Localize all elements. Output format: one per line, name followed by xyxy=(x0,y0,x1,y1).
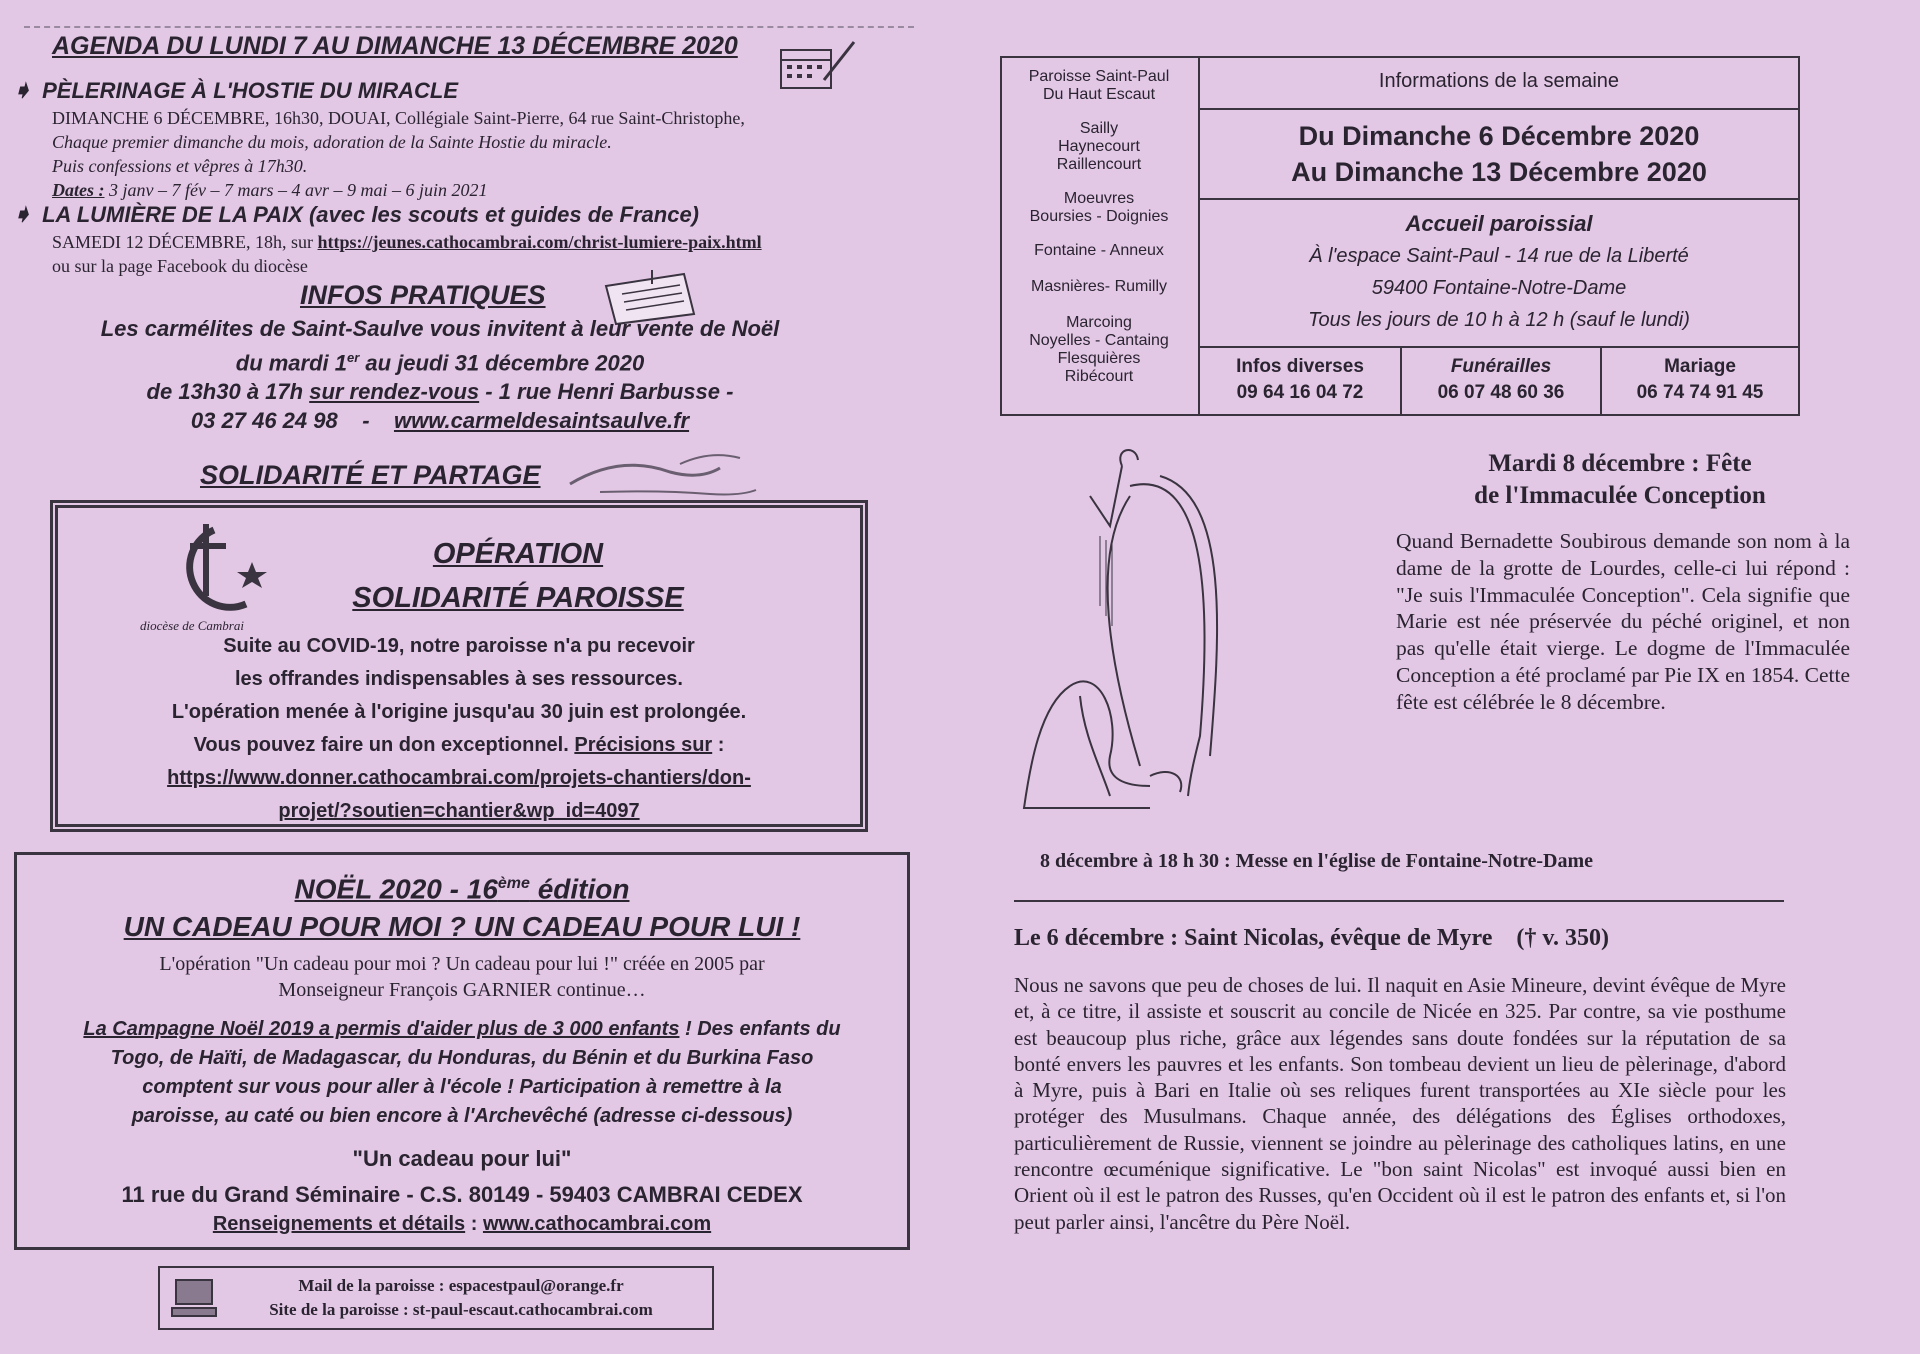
operation-line: Suite au COVID-19, notre paroisse n'a pu recevoir xyxy=(223,635,695,657)
computer-icon xyxy=(170,1276,220,1320)
infos-rdv: sur rendez-vous xyxy=(309,379,480,405)
week-date: Du Dimanche 6 Décembre 2020 xyxy=(1298,121,1700,151)
noel-campaign xyxy=(17,1015,907,1131)
info-title: Informations de la semaine xyxy=(1378,70,1620,92)
noel-subtitle: UN CADEAU POUR MOI ? UN CADEAU POUR LUI ! xyxy=(123,911,801,943)
noel-rens-label: Renseignements et détails xyxy=(212,1213,466,1235)
nicolas-dagger: († v. 350) xyxy=(1516,925,1610,951)
accueil-title: Accueil paroissial xyxy=(1405,211,1593,236)
parish-item: Marcoing Noyelles - Cantaing Flesquières Ribécourt xyxy=(1029,314,1169,385)
parish-item: Fontaine - Anneux xyxy=(1034,242,1164,259)
week-dates xyxy=(1200,118,1798,190)
noel-title: NOËL 2020 - 16 xyxy=(294,873,498,905)
contact-phone: 09 64 16 04 72 xyxy=(1236,382,1364,403)
operation-line: L'opération menée à l'origine jusqu'au 30 juin est prolongée. xyxy=(171,701,747,723)
hands-icon xyxy=(560,444,760,502)
contact-label: Funérailles xyxy=(1450,356,1552,377)
footer-mail[interactable]: Mail de la paroisse : espacestpaul@orange.fr xyxy=(298,1276,624,1295)
operation-line: les offrandes indispensables à ses ressources. xyxy=(235,668,683,690)
agenda-title: AGENDA DU LUNDI 7 AU DIMANCHE 13 DÉCEMBRE 2020 xyxy=(52,32,738,60)
infos-title: INFOS PRATIQUES xyxy=(300,280,546,310)
operation-title-line: SOLIDARITÉ PAROISSE xyxy=(352,582,684,614)
noel-intro-line: L'opération "Un cadeau pour moi ? Un cadeau pour lui !" créée en 2005 par xyxy=(159,953,765,975)
lumiere-link[interactable]: https://jeunes.cathocambrai.com/christ-lumiere-paix.html xyxy=(317,232,762,252)
pelerinage-line: DIMANCHE 6 DÉCEMBRE, 16h30, DOUAI, Collégiale Saint-Pierre, 64 rue Saint-Christophe, xyxy=(52,108,745,128)
operation-title-line: OPÉRATION xyxy=(432,538,604,570)
footer-site[interactable]: Site de la paroisse : st-paul-escaut.cathocambrai.com xyxy=(269,1300,653,1319)
messe-line: 8 décembre à 18 h 30 : Messe en l'église de Fontaine-Notre-Dame xyxy=(1040,850,1594,872)
infos-sep: - xyxy=(362,408,370,434)
contact-label: Infos diverses xyxy=(1236,356,1364,377)
accueil-line: Tous les jours de 10 h à 12 h (sauf le lundi) xyxy=(1308,309,1690,331)
immaculee-title-line: Mardi 8 décembre : Fête xyxy=(1488,450,1752,477)
noel-intro xyxy=(17,951,907,1003)
infos-block xyxy=(0,314,880,435)
noel-campaign-line: paroisse, au caté ou bien encore à l'Archevêché (adresse ci-dessous) xyxy=(131,1105,793,1127)
annunciation-illustration xyxy=(1010,436,1230,816)
contact-funerailles xyxy=(1402,354,1600,406)
dates-label: Dates : xyxy=(52,180,105,200)
contact-label: Mariage xyxy=(1664,356,1736,377)
header-table xyxy=(1000,56,1800,416)
contact-footer xyxy=(158,1266,714,1330)
calendar-icon xyxy=(778,36,858,92)
pelerinage-line: Puis confessions et vêpres à 17h30. xyxy=(52,156,308,176)
contact-phone: 06 74 74 91 45 xyxy=(1636,382,1764,403)
accueil-line: À l'espace Saint-Paul - 14 rue de la Liberté xyxy=(1309,245,1689,267)
parish-item: Paroisse Saint-Paul Du Haut Escaut xyxy=(1028,68,1170,103)
noel-rens-sep: : xyxy=(465,1213,483,1235)
lumiere-line: ou sur la page Facebook du diocèse xyxy=(52,256,308,276)
operation-title xyxy=(238,532,798,620)
noel-title: édition xyxy=(529,873,630,905)
noel-intro-line: Monseigneur François GARNIER continue… xyxy=(278,979,646,1001)
contact-infos xyxy=(1200,354,1400,406)
pelerinage-details xyxy=(52,106,745,202)
infos-url[interactable]: www.carmeldesaintsaulve.fr xyxy=(393,408,690,434)
diocese-logo-text: diocèse de Cambrai xyxy=(140,618,244,633)
arrow-icon: ➧ xyxy=(12,201,33,228)
operation-line: Vous pouvez faire un don exceptionnel. xyxy=(193,734,575,756)
noel-rens-url[interactable]: www.cathocambrai.com xyxy=(482,1213,712,1235)
week-date: Au Dimanche 13 Décembre 2020 xyxy=(1291,157,1707,187)
immaculee-title-line: de l'Immaculée Conception xyxy=(1474,482,1766,509)
top-rule xyxy=(24,26,914,30)
contact-mariage xyxy=(1602,354,1798,406)
noel-campaign-line: comptent sur vous pour aller à l'école ! Participation à remettre à la xyxy=(142,1076,782,1098)
operation-url[interactable]: projet/?soutien=chantier&wp_id=4097 xyxy=(278,800,640,822)
operation-precisions: Précisions sur xyxy=(574,734,713,756)
contact-phone: 06 07 48 60 36 xyxy=(1437,382,1565,403)
nicolas-body: Nous ne savons que peu de choses de lui. Il naquit en Asie Mineure, devint évêque de Myre et, à ce titre, il assiste et souscrit au concile de Nicée en 325. Par contre, sa vie posthume est beaucoup plus riche, grâce aux légendes sans doute fondées sur la réputation de sa bonté envers les pauvres et les enfants. Son tombeau devient un lieu de pèlerinage, d'abord à Myre, puis à Bari en Italie où ses reliques furent transportées au XIe siècle pour les protéger des Musulmans. Chaque année, des délégations des Églises orthodoxes, particulièrement de Russie, viennent se joindre au pèlerinage des catholiques latins, en une rencontre œcuménique significative. Le "bon saint Nicolas" est invoqué aussi bien en Orient où il est le patron des Russes, qu'en Occident où il est le patron des enfants et, si l'on peut parler ainsi, l'ancêtre du Père Noël. xyxy=(1014,973,1786,1234)
noel-title-sup: ème xyxy=(497,875,530,892)
footer-text xyxy=(216,1274,706,1322)
solidarite-box xyxy=(50,500,868,832)
noel-campaign-line: Togo, de Haïti, de Madagascar, du Honduras, du Bénin et du Burkina Faso xyxy=(110,1047,814,1069)
section-divider xyxy=(1014,900,1784,902)
infos-line: au jeudi 31 décembre 2020 xyxy=(359,350,645,376)
accueil-line: 59400 Fontaine-Notre-Dame xyxy=(1371,277,1627,299)
pelerinage-title: PÈLERINAGE À L'HOSTIE DU MIRACLE xyxy=(42,78,459,103)
nicolas-body-clip xyxy=(1014,972,1786,1312)
infos-line: de 13h30 à 17h xyxy=(146,379,310,405)
nicolas-title xyxy=(1014,925,1609,952)
infos-phone: 03 27 46 24 98 xyxy=(190,408,338,434)
parish-list xyxy=(1000,68,1198,386)
lumiere-heading xyxy=(12,200,699,229)
arrow-icon: ➧ xyxy=(12,77,33,104)
infos-line: du mardi 1 xyxy=(235,350,347,376)
lumiere-title: LA LUMIÈRE DE LA PAIX (avec les scouts et guides de France) xyxy=(42,202,700,227)
infos-line: - 1 rue Henri Barbusse - xyxy=(479,379,734,405)
noel-quote: "Un cadeau pour lui" xyxy=(352,1146,572,1171)
noel-address: 11 rue du Grand Séminaire - C.S. 80149 - 59403 CAMBRAI CEDEX xyxy=(121,1182,803,1207)
parish-item: Moeuvres Boursies - Doignies xyxy=(1029,190,1169,225)
noel-box xyxy=(14,852,910,1250)
accueil-block xyxy=(1200,208,1798,336)
noel-titles xyxy=(17,865,907,946)
infos-line: Les carmélites de Saint-Saulve vous invitent à leur vente de Noël xyxy=(100,316,780,341)
noel-contact xyxy=(17,1141,907,1213)
operation-url[interactable]: https://www.donner.cathocambrai.com/projets-chantiers/don- xyxy=(167,767,751,789)
immaculee-body: Quand Bernadette Soubirous demande son nom à la dame de la grotte de Lourdes, celle-ci lui répond : "Je suis l'Immaculée Conception". Cela signifie que Marie est née préservée du péché originel, et non pas qu'elle était vierge. Le dogme de l'Immaculée Conception a été proclamé par Pie IX en 1854. Cette fête est célébrée le 8 décembre. xyxy=(1396,529,1850,714)
nicolas-title-text: Le 6 décembre : Saint Nicolas, évêque de Myre xyxy=(1014,925,1493,951)
noel-rens xyxy=(17,1213,907,1236)
operation-text xyxy=(58,630,860,828)
solidarite-title: SOLIDARITÉ ET PARTAGE xyxy=(200,460,541,490)
infos-sup: er xyxy=(347,350,360,365)
pelerinage-heading xyxy=(12,76,458,105)
pelerinage-line: Chaque premier dimanche du mois, adoration de la Sainte Hostie du miracle. xyxy=(52,132,612,152)
dates-value: 3 janv – 7 fév – 7 mars – 4 avr – 9 mai – 6 juin 2021 xyxy=(104,180,488,200)
parish-item: Masnières- Rumilly xyxy=(1030,278,1168,295)
immaculee-title xyxy=(1390,448,1850,512)
parish-item: Sailly Haynecourt Raillencourt xyxy=(1056,120,1142,173)
noel-campaign-line: ! Des enfants du xyxy=(679,1018,841,1040)
noel-campaign-highlight: La Campagne Noël 2019 a permis d'aider plus de 3 000 enfants xyxy=(83,1018,680,1040)
operation-line: : xyxy=(712,734,725,756)
lumiere-line: SAMEDI 12 DÉCEMBRE, 18h, sur xyxy=(52,232,318,252)
